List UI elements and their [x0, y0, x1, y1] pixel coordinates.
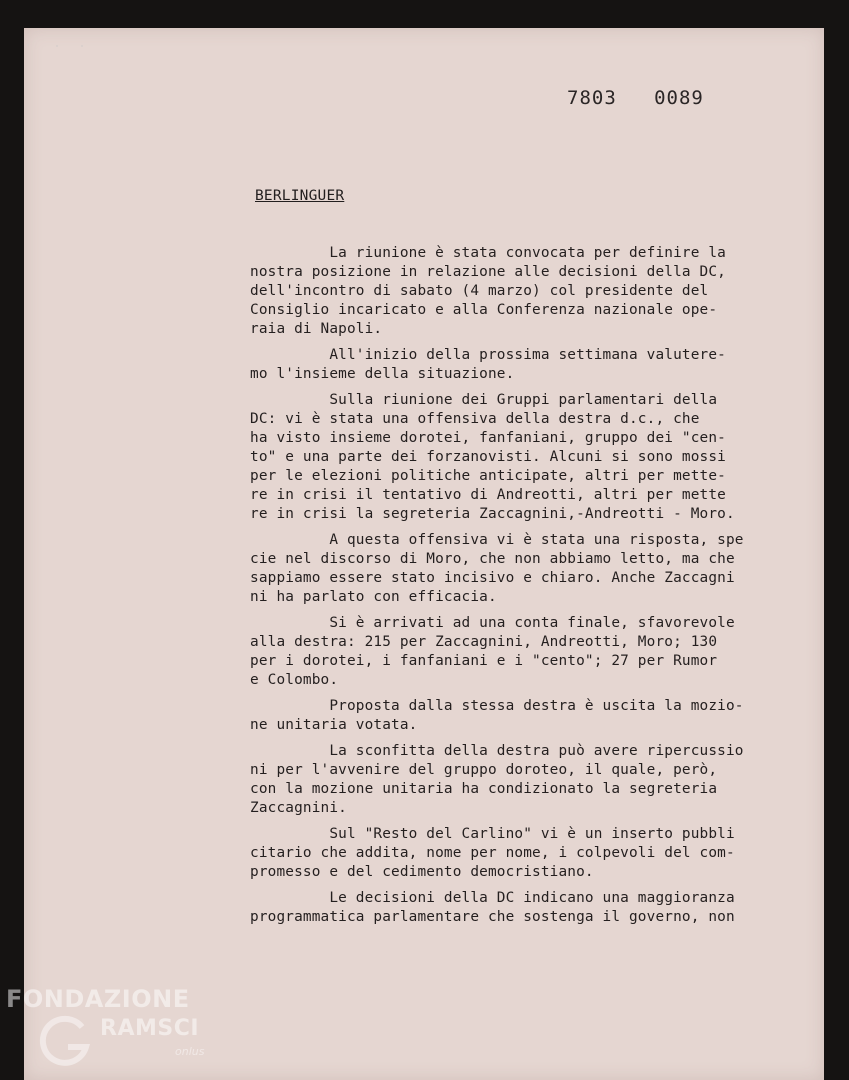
text-line: citario che addita, nome per nome, i colpevoli del com- — [250, 845, 735, 861]
text-line: Le decisioni della DC indicano una maggioranza — [250, 890, 735, 906]
text-line: La riunione è stata convocata per definire la — [250, 245, 726, 261]
text-line: ni ha parlato con efficacia. — [250, 589, 497, 605]
text-line: cie nel discorso di Moro, che non abbiamo letto, ma che — [250, 551, 735, 567]
paragraph — [250, 531, 795, 607]
document-number: 7803 0089 — [567, 87, 704, 109]
text-line: e Colombo. — [250, 672, 339, 688]
scan-marks — [26, 42, 86, 50]
text-line: raia di Napoli. — [250, 321, 383, 337]
text-line: Zaccagnini. — [250, 800, 347, 816]
watermark-line1: FONDAZIONE — [6, 985, 190, 1013]
text-line: alla destra: 215 per Zaccagnini, Andreotti, Moro; 130 — [250, 634, 718, 650]
text-line: re in crisi la segreteria Zaccagnini,-Andreotti - Moro. — [250, 506, 735, 522]
text-line: All'inizio della prossima settimana valutere- — [250, 347, 726, 363]
paragraph — [250, 697, 795, 735]
text-line: to" e una parte dei forzanovisti. Alcuni si sono mossi — [250, 449, 726, 465]
document-body — [250, 244, 795, 934]
paragraph — [250, 742, 795, 818]
document-title: BERLINGUER — [255, 188, 345, 204]
text-line: programmatica parlamentare che sostenga il governo, non — [250, 909, 735, 925]
watermark-line2: RAMSCI — [100, 1016, 200, 1041]
text-line: dell'incontro di sabato (4 marzo) col presidente del — [250, 283, 709, 299]
gramsci-g-logo-icon — [38, 1013, 94, 1069]
text-line: re in crisi il tentativo di Andreotti, altri per mette — [250, 487, 726, 503]
document-page — [24, 28, 824, 1080]
text-line: Sul "Resto del Carlino" vi è un inserto pubbli — [250, 826, 735, 842]
paragraph — [250, 889, 795, 927]
fondazione-gramsci-watermark — [0, 985, 215, 1080]
text-line: per i dorotei, i fanfaniani e i "cento"; 27 per Rumor — [250, 653, 718, 669]
text-line: ne unitaria votata. — [250, 717, 418, 733]
text-line: ni per l'avvenire del gruppo doroteo, il quale, però, — [250, 762, 718, 778]
text-line: promesso e del cedimento democristiano. — [250, 864, 594, 880]
text-line: mo l'insieme della situazione. — [250, 366, 515, 382]
text-line: Proposta dalla stessa destra è uscita la mozio- — [250, 698, 744, 714]
paragraph — [250, 614, 795, 690]
text-line: con la mozione unitaria ha condizionato la segreteria — [250, 781, 718, 797]
paragraph — [250, 244, 795, 339]
paragraph — [250, 391, 795, 524]
text-line: La sconfitta della destra può avere ripercussio — [250, 743, 744, 759]
text-line: per le elezioni politiche anticipate, altri per mette- — [250, 468, 726, 484]
text-line: Consiglio incaricato e alla Conferenza nazionale ope- — [250, 302, 718, 318]
text-line: sappiamo essere stato incisivo e chiaro. Anche Zaccagni — [250, 570, 735, 586]
paragraph — [250, 825, 795, 882]
watermark-line3: onlus — [175, 1045, 205, 1058]
text-line: A questa offensiva vi è stata una risposta, spe — [250, 532, 744, 548]
text-line: Si è arrivati ad una conta finale, sfavorevole — [250, 615, 735, 631]
text-line: Sulla riunione dei Gruppi parlamentari della — [250, 392, 718, 408]
text-line: nostra posizione in relazione alle decisioni della DC, — [250, 264, 726, 280]
paragraph — [250, 346, 795, 384]
text-line: ha visto insieme dorotei, fanfaniani, gruppo dei "cen- — [250, 430, 726, 446]
text-line: DC: vi è stata una offensiva della destra d.c., che — [250, 411, 700, 427]
